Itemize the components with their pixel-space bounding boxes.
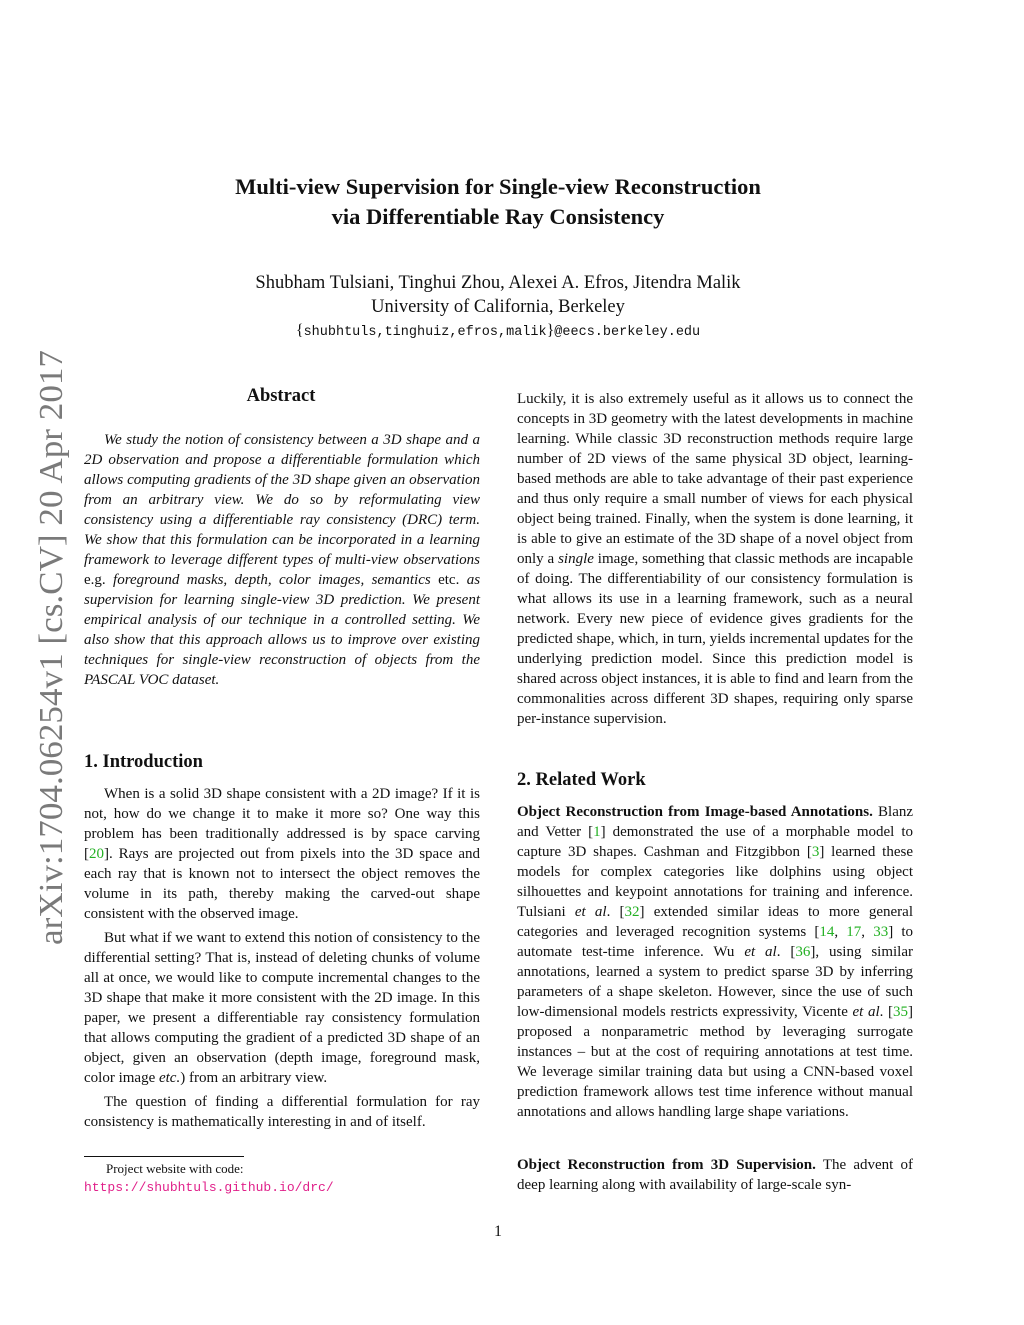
rw-p2-text: The advent of deep learning along with availability of large-scale syn-: [517, 1157, 913, 1193]
rw-text: ] extended similar ideas to more general categories and leveraged recognition systems [: [517, 904, 913, 940]
intro-continued: [517, 389, 913, 729]
abstract-heading: Abstract: [246, 386, 316, 406]
rw-text: ] proposed a nonparametric method by leveraging surrogate instances – but at the cost of requiring annotations at test time. We leverage similar training data but using a CNN-based voxel prediction framework allows test time inference without manual annotations and allows handling large shape variations.: [517, 1004, 913, 1120]
intro-p2-text-b: ) from an arbitrary view.: [180, 1070, 328, 1086]
intro-p2-text-a: But what if we want to extend this notion of consistency to the differential setting? That is, instead of deleting chunks of volume all at once, we would like to compute incremental changes to the 3D shape that make it more consistent with the 2D image. In this paper, we present a differentiable ray consistency formulation that allows computing the gradient of a predicted 3D shape of an object, given an observation (depth image, foreground mask, color image: [84, 930, 480, 1086]
intro-paragraph-4: [517, 389, 913, 729]
right-text-a: Luckily, it is also extremely useful as it allows us to connect the concepts in 3D geometry with the latest developments in machine learning. While classic 3D reconstruction methods require large number of 2D views of the same physical 3D object, learning-based methods are able to take advantage of their past experience and thus only require a small number of views for each physical object being trained. Finally, when the system is done learning, it is able to give an estimate of the 3D shape of a novel object from only a: [517, 391, 913, 567]
intro-p1-text-b: ]. Rays are projected out from pixels into the 3D space and each ray that is known not to intersect the object removes the volume in its path, thereby making the carved-out shape consistent with the observed image.: [84, 846, 480, 922]
abstract-text-1: We study the notion of consistency between a 3D shape and a 2D observation and propose a differentiable formulation which allows computing gradients of the 3D shape given an observation from an arbitrary view. We do so by reformulating view consistency using a differentiable ray consistency (DRC) term. We show that this formulation can be incorporated in a learning framework to leverage different types of multi-view observations: [84, 432, 480, 568]
affiliation: University of California, Berkeley: [371, 297, 625, 317]
rw-text: . [: [606, 904, 625, 920]
intro-p1-text-a: When is a solid 3D shape consistent with a 2D image? If it is not, how do we change it to make it more so? One way this problem has been traditionally addressed is by space carving [: [84, 786, 480, 862]
related-work-heading: 2. Related Work: [517, 770, 646, 790]
rw-text: Blanz and Vetter [: [517, 804, 914, 840]
rw-etal: et al: [574, 904, 607, 920]
email-brace-close: }: [546, 322, 555, 339]
rw-etal: et al: [744, 944, 777, 960]
paragraph-heading-3d-supervision: Object Reconstruction from 3D Supervision.: [517, 1157, 816, 1173]
paragraph-heading-image-annotations: Object Reconstruction from Image-based Annotations.: [517, 804, 873, 820]
rw-text: ] demonstrated the use of a morphable model to capture 3D shapes. Cashman and Fitzgibbon [: [517, 824, 913, 860]
citation-link[interactable]: 3: [811, 844, 820, 860]
right-text-b: image, something that classic methods are incapable of doing. The differentiability of our consistency formulation is what allows its use in a learning framework, such as a neural network. Every new piece of evidence gives gradients for the predicted shape, which, in turn, yields incremental updates for the underlying prediction model. Since this prediction model is shared across object instances, it is able to find and learn from the commonalities across different 3D shapes, requiring only sparse per-instance supervision.: [517, 551, 914, 727]
citation-link[interactable]: 1: [593, 824, 601, 840]
project-url-link[interactable]: https://shubhtuls.github.io/drc/: [84, 1180, 334, 1195]
title-line-1: Multi-view Supervision for Single-view Reconstruction: [235, 174, 761, 199]
title-line-2: via Differentiable Ray Consistency: [331, 204, 665, 229]
rw-text: ,: [861, 924, 874, 940]
abstract-text-3: as supervision for learning single-view 3D prediction. We present empirical analysis of our technique in a controlled setting. We also show that this approach allows us to improve over existing techniques for single-view reconstruction of objects from the PASCAL VOC dataset.: [84, 572, 481, 688]
rw-text: . [: [879, 1004, 893, 1020]
citation-link[interactable]: 14: [819, 924, 835, 940]
paper-title: [0, 172, 996, 232]
right-text-single: single: [558, 551, 594, 567]
abstract-paragraph: [84, 430, 480, 690]
footnote-text: Project website with code:: [106, 1161, 244, 1176]
intro-paragraph-3: The question of finding a differential formulation for ray consistency is mathematically interesting in and of itself.: [84, 1094, 480, 1130]
abstract-text-2: foreground masks, depth, color images, semantics: [113, 572, 431, 588]
intro-paragraph-2: [84, 928, 480, 1088]
arxiv-stamp: [24, 350, 74, 945]
introduction-body: [84, 784, 480, 1136]
intro-paragraph-1: [84, 784, 480, 924]
email-names: shubhtuls,tinghuiz,efros,malik: [303, 325, 547, 340]
introduction-heading: 1. Introduction: [84, 752, 203, 772]
citation-link[interactable]: 33: [873, 924, 889, 940]
abstract-etc: etc.: [438, 572, 460, 588]
abstract-eg: e.g.: [84, 572, 106, 588]
citation-link[interactable]: 36: [795, 944, 811, 960]
citation-link[interactable]: 32: [624, 904, 640, 920]
rw-text: ,: [834, 924, 847, 940]
rw-text: ] to automate test-time inference. Wu: [517, 924, 914, 960]
related-work-paragraph-2: [517, 1155, 913, 1195]
rw-text: ], using similar annotations, learned a system to predict sparse 3D by inferring parameters of a shape skeleton. However, since the use of such low-dimensional models restricts expressivity, Vicente: [517, 944, 913, 1020]
rw-text: ] learned these models for complex categories like dolphins using object silhouettes and keypoint annotations for training and inference. Tulsiani: [517, 844, 913, 920]
email-brace-open: {: [295, 322, 304, 339]
footnote-rule: [84, 1156, 244, 1157]
page-number: 1: [494, 1223, 502, 1240]
arxiv-stamp-text: arXiv:1704.06254v1 [cs.CV] 20 Apr 2017: [33, 368, 70, 945]
rw-text: . [: [776, 944, 796, 960]
rw-etal: et al: [852, 1004, 880, 1020]
related-work-paragraph-1: [517, 802, 913, 1122]
citation-link[interactable]: 20: [89, 846, 104, 862]
citation-link[interactable]: 17: [846, 924, 862, 940]
intro-p2-etc: etc.: [158, 1070, 181, 1086]
citation-link[interactable]: 35: [893, 1004, 908, 1020]
abstract-body: [84, 430, 480, 690]
author-block: [0, 271, 996, 319]
author-list: Shubham Tulsiani, Tinghui Zhou, Alexei A. Efros, Jitendra Malik: [255, 273, 741, 293]
email-domain: @eecs.berkeley.edu: [554, 325, 701, 340]
footnote: [84, 1160, 480, 1197]
email-line: [0, 321, 996, 343]
